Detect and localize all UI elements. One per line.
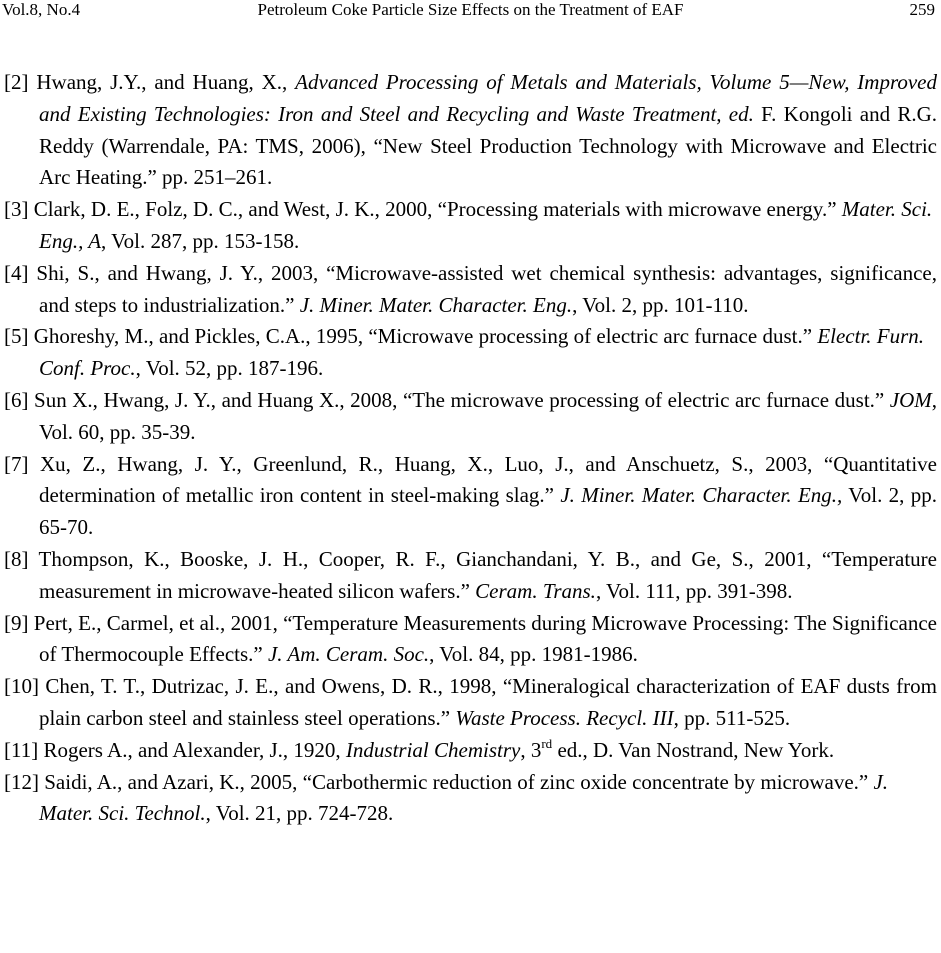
page-number: 259 [909,0,935,19]
reference-item: [6] Sun X., Hwang, J. Y., and Huang X., 2008, “The microwave processing of electric arc furnace dust.” JOM, Vol. 60, pp. 35-39. [4,387,937,444]
reference-item: [10] Chen, T. T., Dutrizac, J. E., and Owens, D. R., 1998, “Mineralogical characterization of EAF dusts from plain carbon steel and stainless steel operations.” Waste Process. Recycl. III, pp. 511-525. [4,674,937,730]
reference-item: [2] Hwang, J.Y., and Huang, X., Advanced Processing of Metals and Materials, Volume 5—New, Improved and Existing Technologies: Iron and Steel and Recycling and Waste Treatment, ed. F. Kongoli and R.G. Reddy (Warrendale, PA: TMS, 2006), “New Steel Production Technology with Microwave and Electric Arc Heating.” pp. 251–261. [4,70,938,190]
reference-item: [9] Pert, E., Carmel, et al., 2001, “Temperature Measurements during Microwave Processing: The Significance of Thermocouple Effects.” J. Am. Ceram. Soc., Vol. 84, pp. 1981-1986. [4,610,937,667]
reference-item: [3] Clark, D. E., Folz, D. C., and West, J. K., 2000, “Processing materials with microwave energy.” Mater. Sci. Eng., A, Vol. 287, pp. 153-158. [4,197,933,253]
reference-item: [12] Saidi, A., and Azari, K., 2005, “Carbothermic reduction of zinc oxide concentrate by microwave.” J. Mater. Sci. Technol., Vol. 21, pp. 724-728. [4,769,889,826]
journal-volume: Vol.8, No.4 [2,0,81,19]
reference-list [0,67,941,830]
reference-item: [11] Rogers A., and Alexander, J., 1920, Industrial Chemistry, 3rd ed., D. Van Nostrand, New York. [4,735,835,762]
running-header [0,0,941,20]
reference-item: [5] Ghoreshy, M., and Pickles, C.A., 1995, “Microwave processing of electric arc furnace dust.” Electr. Furn. Conf. Proc., Vol. 52, pp. 187-196. [4,324,925,381]
reference-item: [8] Thompson, K., Booske, J. H., Cooper, R. F., Gianchandani, Y. B., and Ge, S., 2001, “Temperature measurement in microwave-heated silicon wafers.” Ceram. Trans., Vol. 111, pp. 391-398. [4,546,937,603]
reference-item: [7] Xu, Z., Hwang, J. Y., Greenlund, R., Huang, X., Luo, J., and Anschuetz, S., 2003, “Quantitative determination of metallic iron content in steel-making slag.” J. Miner. Mater. Character. Eng., Vol. 2, pp. 65-70. [4,451,937,540]
running-title: Petroleum Coke Particle Size Effects on the Treatment of EAF [257,0,684,19]
reference-item: [4] Shi, S., and Hwang, J. Y., 2003, “Microwave-assisted wet chemical synthesis: advantages, significance, and steps to industrialization.” J. Miner. Mater. Character. Eng., Vol. 2, pp. 101-110. [4,260,937,317]
